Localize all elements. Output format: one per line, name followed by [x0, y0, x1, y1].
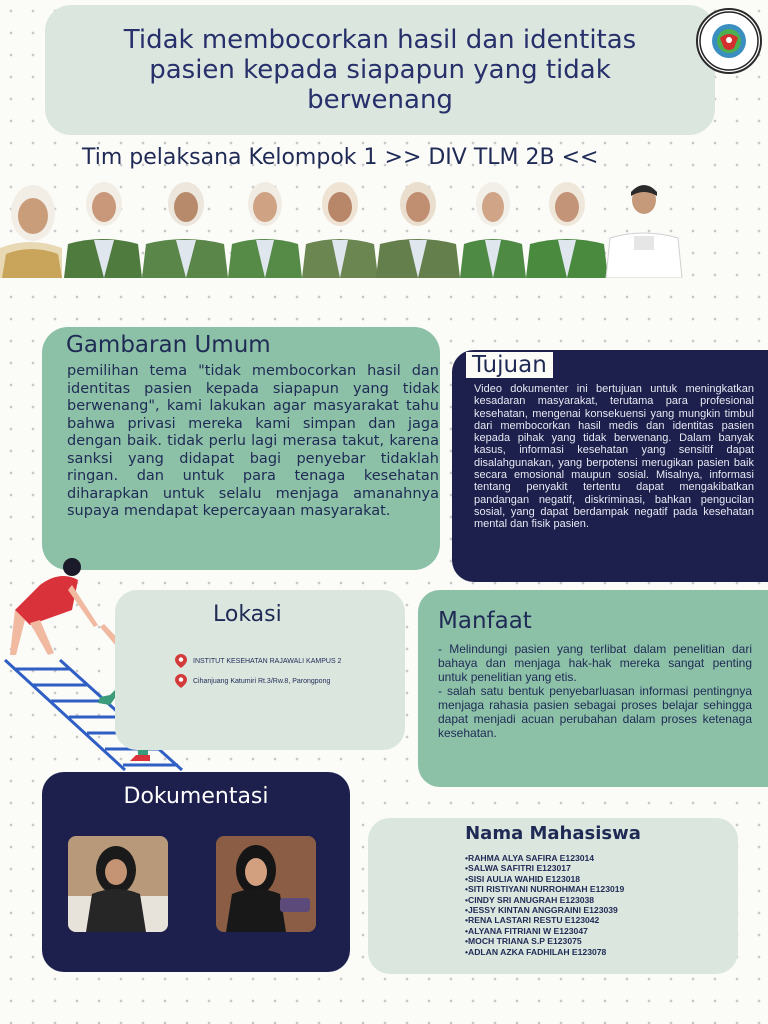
dokumentasi-title: Dokumentasi: [123, 784, 269, 809]
team-photos: [0, 178, 700, 278]
team-member-photo: [460, 182, 526, 278]
nama-mahasiswa-title: Nama Mahasiswa: [465, 823, 641, 844]
title-banner: [45, 5, 715, 135]
student-list: [465, 853, 624, 957]
lokasi-card: [115, 590, 405, 750]
student-name: •MOCH TRIANA S.P E123075: [465, 936, 582, 947]
team-member-photo: [142, 182, 228, 278]
tujuan-title: Tujuan: [466, 352, 553, 378]
manfaat-body: - Melindungi pasien yang terlibat dalam penelitian dari bahaya dan menjaga hak-hak mereka sangat penting untuk penelitian yang etis. - salah satu bentuk penyebarluasan informasi pentingnya menjaga rahasia pasien sebagai proses belajar sehingga dapat menjadi acuan perubahan dalam proses ketenaga kesehatan.: [438, 642, 752, 740]
gambaran-umum-body: pemilihan tema "tidak membocorkan hasil dan identitas pasien kepada siapapun yang tidak berwenang", kami lakukan agar masyarakat tahu bahwa privasi mereka kami simpan dan jaga dengan baik. tidak perlu lagi merasa takut, karena sanksi yang didapat bagi penyebar tidaklah ringan. dan untuk para tenaga kesehatan diharapkan untuk selalu menjaga amanahnya supaya mendapat kepercayaan masyarakat.: [67, 363, 439, 519]
team-member-photo: [376, 182, 460, 278]
lokasi-title: Lokasi: [213, 602, 282, 627]
lokasi-address-1: INSTITUT KESEHATAN RAJAWALI KAMPUS 2: [193, 657, 342, 665]
student-name: •SITI RISTIYANI NURROHMAH E123019: [465, 884, 625, 895]
team-member-photo: [64, 182, 142, 278]
lokasi-line-2: [175, 674, 330, 688]
tujuan-body: Video dokumenter ini bertujuan untuk meningkatkan kesadaran masyarakat, terutama para profesional kesehatan, mengenai konsekuensi yang mungkin timbul dari membocorkan hasil medis dan identitas pasien kepada pihak yang tidak berwenang. Dalam banyak kasus, informasi kesehatan yang sensitif dapat disalahgunakan, yang berpotensi merugikan pasien baik secara emosional maupun sosial. Misalnya, informasi tentang penyakit tertentu dapat mengakibatkan pandangan negatif, diskriminasi, bahkan pengucilan sosial, yang dapat berdampak negatif pada kesehatan mental dan fisik pasien.: [474, 383, 754, 531]
institution-logo: [696, 8, 762, 74]
gambaran-umum-title: Gambaran Umum: [66, 332, 271, 358]
student-name: •ALYANA FITRIANI W E123047: [465, 925, 588, 936]
nama-mahasiswa-card: [368, 818, 738, 974]
team-member-photo: [228, 182, 302, 278]
map-pin-icon: [175, 674, 187, 688]
poster-title: Tidak membocorkan hasil dan identitas pasien kepada siapapun yang tidak berwenang: [123, 25, 637, 115]
student-name: •ADLAN AZKA FADHILAH E123078: [465, 946, 607, 957]
student-name: •RENA LASTARI RESTU E123042: [465, 915, 600, 926]
student-name: •SALWA SAFITRI E123017: [465, 863, 571, 874]
dokumentasi-card: [42, 772, 350, 972]
map-pin-icon: [175, 654, 187, 668]
documentation-photo: [68, 836, 168, 932]
gambaran-umum-card: [42, 327, 440, 570]
team-heading: Tim pelaksana Kelompok 1 >> DIV TLM 2B <<: [82, 145, 599, 170]
student-name: •JESSY KINTAN ANGGRAINI E123039: [465, 905, 618, 916]
manfaat-card: [418, 590, 768, 787]
team-member-photo: [526, 182, 608, 278]
student-name: •SISI AULIA WAHID E123018: [465, 873, 581, 884]
team-member-photo: [302, 182, 378, 278]
person-helping-illustration: [10, 558, 98, 655]
lokasi-address-2: Cihanjuang Katumiri Rt.3/Rw.8, Parongpong: [193, 677, 331, 685]
student-name: •CINDY SRI ANUGRAH E123038: [465, 894, 595, 905]
team-photo-strip: [0, 178, 700, 278]
tujuan-card: [452, 350, 768, 582]
team-member-photo: [0, 185, 62, 278]
lokasi-line-1: [175, 654, 341, 668]
student-name: •RAHMA ALYA SAFIRA E123014: [465, 853, 595, 863]
documentation-photo: [216, 836, 316, 932]
manfaat-title: Manfaat: [438, 608, 532, 634]
team-member-photo: [606, 185, 682, 278]
